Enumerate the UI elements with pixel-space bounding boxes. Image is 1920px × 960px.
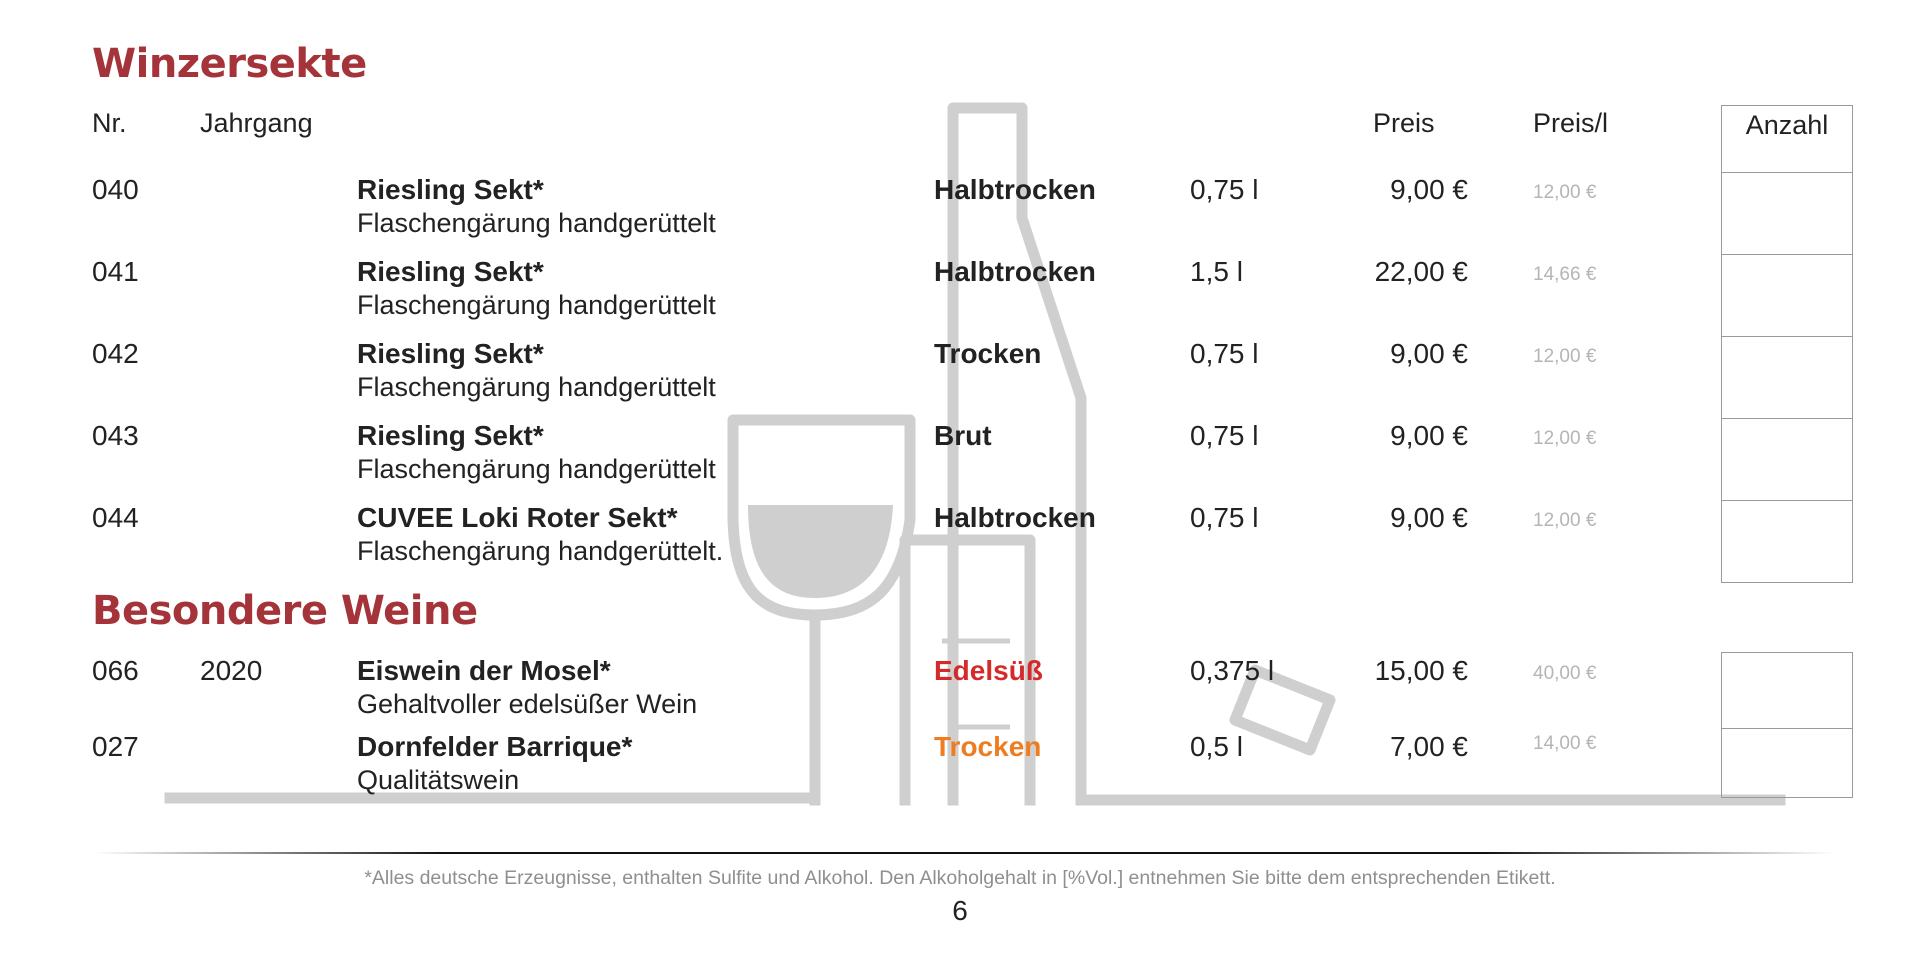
- item-taste: Brut: [934, 420, 992, 451]
- item-price-per-liter: 12,00 €: [1533, 510, 1597, 531]
- quantity-box-040[interactable]: [1721, 172, 1853, 255]
- item-description: Flaschengärung handgerüttelt: [357, 208, 716, 238]
- item-price: 9,00 €: [1390, 420, 1468, 451]
- item-volume: 0,375 l: [1190, 655, 1275, 686]
- item-price: 9,00 €: [1390, 502, 1468, 533]
- header-anzahl: [1721, 105, 1853, 173]
- item-description: Flaschengärung handgerüttelt: [357, 372, 716, 402]
- item-volume: 0,75 l: [1190, 338, 1259, 369]
- item-price-per-liter: 14,66 €: [1533, 264, 1597, 285]
- item-price-per-liter: 12,00 €: [1533, 346, 1597, 367]
- item-number: 066: [92, 655, 139, 686]
- item-name: Riesling Sekt*: [357, 174, 544, 205]
- header-jahrgang: Jahrgang: [200, 108, 313, 138]
- item-price-per-liter: 12,00 €: [1533, 428, 1597, 449]
- quantity-box-041[interactable]: [1721, 254, 1853, 337]
- item-name: Dornfelder Barrique*: [357, 731, 633, 762]
- page-number: 6: [952, 895, 968, 926]
- quantity-box-043[interactable]: [1721, 418, 1853, 501]
- item-volume: 1,5 l: [1190, 256, 1243, 287]
- quantity-box-027[interactable]: [1721, 728, 1853, 798]
- item-number: 027: [92, 731, 139, 762]
- quantity-box-042[interactable]: [1721, 336, 1853, 419]
- item-vintage: 2020: [200, 655, 263, 686]
- item-price-per-liter: 14,00 €: [1533, 733, 1597, 754]
- header-preis: Preis: [1373, 108, 1435, 138]
- item-price: 15,00 €: [1374, 655, 1468, 686]
- item-description: Flaschengärung handgerüttelt.: [357, 536, 724, 566]
- item-description: Flaschengärung handgerüttelt: [357, 454, 716, 484]
- footer-divider: [94, 852, 1834, 854]
- item-number: 042: [92, 338, 139, 369]
- quantity-box-044[interactable]: [1721, 500, 1853, 583]
- item-description: Qualitätswein: [357, 765, 520, 795]
- section-title-besondere-weine: Besondere Weine: [92, 588, 478, 634]
- item-price-per-liter: 12,00 €: [1533, 182, 1597, 203]
- header-preis-pro-liter: Preis/l: [1533, 108, 1609, 138]
- item-description: Flaschengärung handgerüttelt: [357, 290, 716, 320]
- section-title-winzersekte: Winzersekte: [92, 41, 367, 87]
- item-price: 9,00 €: [1390, 338, 1468, 369]
- item-name: Riesling Sekt*: [357, 420, 544, 451]
- item-name: CUVEE Loki Roter Sekt*: [357, 502, 678, 533]
- item-volume: 0,75 l: [1190, 502, 1259, 533]
- item-price: 9,00 €: [1390, 174, 1468, 205]
- item-taste: Halbtrocken: [934, 174, 1096, 205]
- item-name: Riesling Sekt*: [357, 338, 544, 369]
- item-volume: 0,75 l: [1190, 174, 1259, 205]
- item-number: 043: [92, 420, 139, 451]
- item-number: 041: [92, 256, 139, 287]
- item-price: 7,00 €: [1390, 731, 1468, 762]
- item-name: Riesling Sekt*: [357, 256, 544, 287]
- item-number: 040: [92, 174, 139, 205]
- item-volume: 0,75 l: [1190, 420, 1259, 451]
- item-taste: Trocken: [934, 731, 1042, 762]
- item-price: 22,00 €: [1374, 256, 1468, 287]
- item-taste: Halbtrocken: [934, 502, 1096, 533]
- item-number: 044: [92, 502, 139, 533]
- header-nr: Nr.: [92, 108, 127, 138]
- item-description: Gehaltvoller edelsüßer Wein: [357, 689, 698, 719]
- item-taste: Edelsüß: [934, 655, 1043, 686]
- item-volume: 0,5 l: [1190, 731, 1243, 762]
- item-taste: Trocken: [934, 338, 1042, 369]
- footnote: *Alles deutsche Erzeugnisse, enthalten Sulfite und Alkohol. Den Alkoholgehalt in [%Vol.] entnehmen Sie bitte dem entsprechenden Etikett.: [364, 867, 1556, 889]
- header-anzahl-label: Anzahl: [1745, 110, 1829, 140]
- item-price-per-liter: 40,00 €: [1533, 663, 1597, 684]
- item-taste: Halbtrocken: [934, 256, 1096, 287]
- quantity-box-066[interactable]: [1721, 652, 1853, 729]
- item-name: Eiswein der Mosel*: [357, 655, 611, 686]
